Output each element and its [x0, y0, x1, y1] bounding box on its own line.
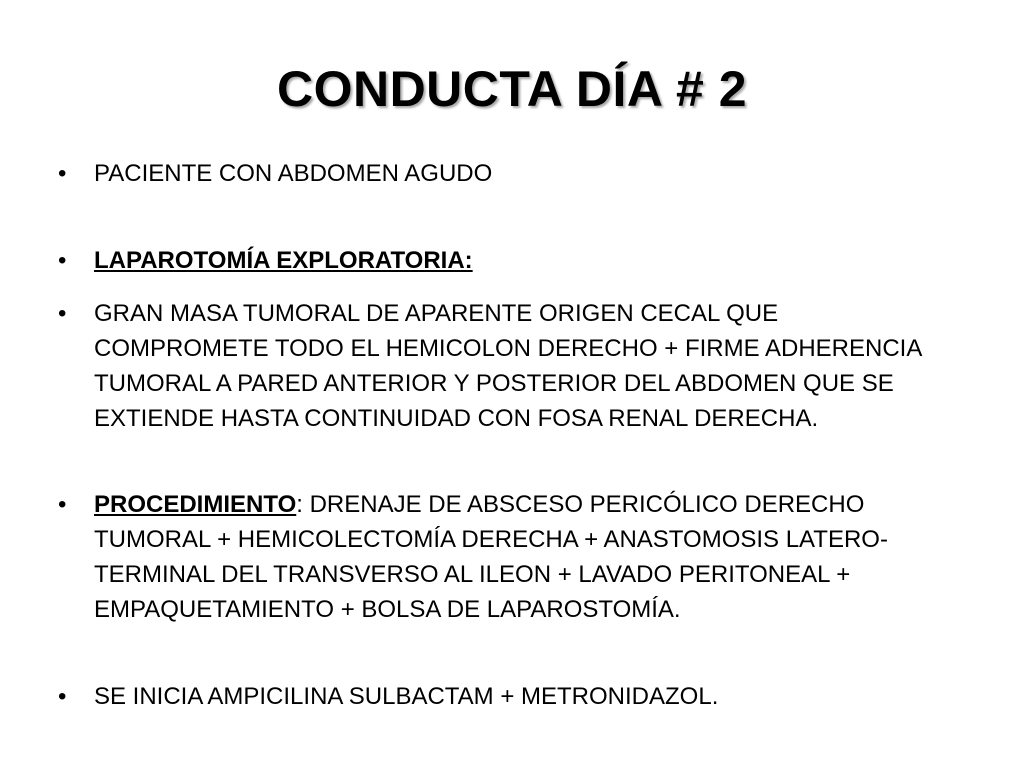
bullet-icon: • [58, 247, 67, 274]
bullet-icon: • [58, 160, 67, 187]
bullet-heading: LAPAROTOMÍA EXPLORATORIA: [94, 247, 473, 274]
bullet-text: : DRENAJE DE ABSCESO PERICÓLICO DERECHO TUMORAL + HEMICOLECTOMÍA DERECHA + ANASTOMOSIS LATERO-TERMINAL DEL TRANSVERSO AL ILEON + LAVADO PERITONEAL + EMPAQUETAMIENTO + BOLSA DE LAPAROSTOMÍA. [94, 491, 888, 623]
bullet-icon: • [58, 491, 67, 518]
bullet-icon: • [58, 683, 67, 710]
bullet-item [58, 487, 958, 627]
slide-title: CONDUCTA DÍA # 2 [276, 61, 748, 117]
bullet-list [58, 156, 958, 714]
bullet-item [58, 243, 958, 278]
bullet-text: SE INICIA AMPICILINA SULBACTAM + METRONIDAZOL. [94, 683, 719, 710]
bullet-text: GRAN MASA TUMORAL DE APARENTE ORIGEN CECAL QUE COMPROMETE TODO EL HEMICOLON DERECHO + FIRME ADHERENCIA TUMORAL A PARED ANTERIOR Y POSTERIOR DEL ABDOMEN QUE SE EXTIENDE HASTA CONTINUIDAD CON FOSA RENAL DERECHA. [94, 300, 922, 432]
bullet-item [58, 156, 958, 191]
bullet-item [58, 679, 958, 714]
bullet-heading: PROCEDIMIENTO [94, 491, 297, 518]
bullet-text: PACIENTE CON ABDOMEN AGUDO [94, 160, 493, 187]
bullet-item [58, 296, 958, 436]
bullet-icon: • [58, 300, 67, 327]
